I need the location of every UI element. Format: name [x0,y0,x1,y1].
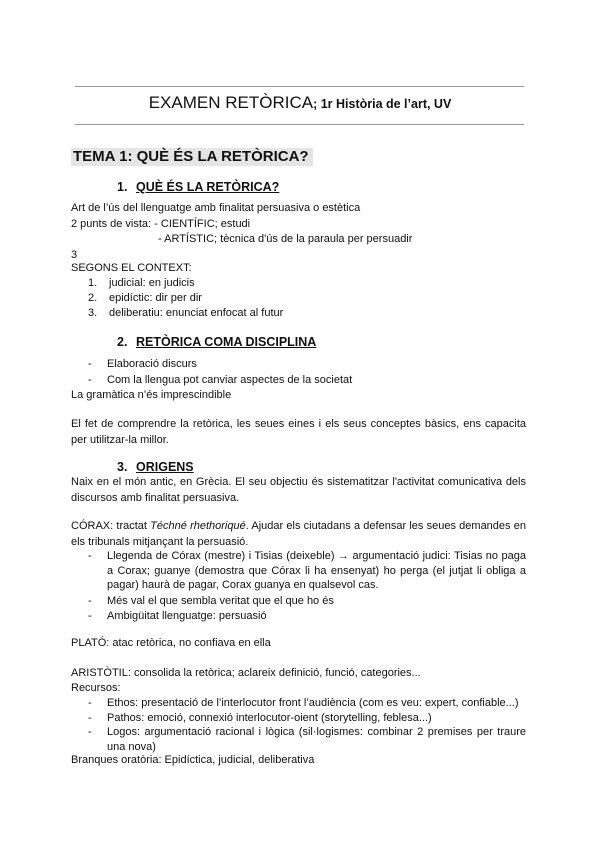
section-number: 3. [117,460,128,474]
list-text: epidíctic: dir per dir [109,292,202,304]
definition-text: Art de l’ús del llenguatge amb finalitat persuasiva o estètica [71,202,361,214]
corax-paragraph [71,518,526,550]
list-number: 1. [88,277,98,289]
section-title: RETÒRICA COMA DISCIPLINA [136,335,317,349]
bullet-item: - Com la llengua pot canviar aspectes de la societat [88,373,526,388]
tema-heading: TEMA 1: QUÈ ÉS LA RETÒRICA? [71,148,313,166]
branques-text: Branques oratòria: Epidíctica, judicial, deliberativa [71,754,315,766]
bullet-text: Més val el que sembla veritat que el que ho és [107,595,334,607]
list-item [88,291,202,305]
divider-bottom [75,124,524,125]
page-title [0,93,600,113]
origins-intro: Naix en el món antic, en Grècia. El seu objectiu és sistematitzar l'activitat comunicativa dels discursos amb finalitat persuasiva. [71,476,526,504]
context-label: SEGONS EL CONTEXT: [71,262,192,274]
section-heading-1 [117,180,279,194]
section-title: QUÈ ÉS LA RETÒRICA? [136,180,280,194]
bullet-text: Pathos: emoció, connexió interlocutor-oient (storytelling, feblesa...) [107,712,432,724]
bullet-text: Ethos: presentació de l’interlocutor front l’audiència (com es veu: expert, confiable...) [107,697,519,709]
list-number: 3. [88,307,98,319]
capacita-paragraph: El fet de comprendre la retòrica, les seues eines i els seus conceptes bàsics, ens capacita per utilitzar-la millor. [71,418,526,446]
points-of-view: 2 punts de vista: - CIENTÍFIC; estudi [71,218,251,230]
corax-label: CÓRAX: tractat [71,520,151,532]
number-three: 3 [71,249,78,261]
corax-treatise: Téchné rhethoriqué [150,520,246,532]
bullet-item: - Elaboració discurs [88,357,526,372]
grammar-note: La gramàtica n’és imprescindible [71,389,232,401]
bullet-text: Ambigüitat llenguatge: persuasió [107,610,267,622]
recursos-label: Recursos: [71,682,121,694]
title-sub: ; 1r Història de l’art, UV [313,97,452,111]
corax-text: . Ajudar els ciutadans a defensar les seues demandes en els tribunals mitjançant la persuasió. [71,520,526,548]
list-number: 2. [88,292,98,304]
list-item [88,276,195,290]
bullet-text: Com la llengua pot canviar aspectes de la societat [107,374,353,386]
plato-text: PLATÓ: atac retòrica, no confiava en ella [71,637,271,649]
bullet-text: Logos: argumentació racional i lògica (sil·logismes: combinar 2 premises per traure una nova) [107,726,526,753]
aristotil-text: ARISTÒTIL: consolida la retòrica; aclareix definició, funció, categories... [71,667,421,679]
section-heading-2 [117,335,316,349]
bullet-item: - Logos: argumentació racional i lògica (sil·logismes: combinar 2 premises per traure una nova) [88,726,526,753]
section-number: 2. [117,335,128,349]
section-heading-3 [117,460,194,474]
title-main: EXAMEN RETÒRICA [148,93,314,112]
bullet-text: Llegenda de Córax (mestre) i Tisias (deixeble) → argumentació judici: Tisias no paga a Corax; guanye (demostra que Córax li ha ensenyat) ho perga (el jutjat li obliga a pagar) haurà de pagar, Corax guanya en qualsevol cas. [107,550,526,591]
points-of-view-2: - ARTÍSTIC; tècnica d'ús de la paraula per persuadir [158,233,413,245]
bullet-item: - Pathos: emoció, connexió interlocutor-oient (storytelling, feblesa...) [88,711,526,726]
list-item [88,306,283,320]
bullet-item: - Ethos: presentació de l’interlocutor front l’audiència (com es veu: expert, confiable...) [88,696,526,711]
section-number: 1. [117,180,128,194]
bullet-item: - Més val el que sembla veritat que el que ho és [88,594,526,609]
divider-top [75,86,524,87]
bullet-item: - Ambigüitat llenguatge: persuasió [88,609,526,624]
bullet-text: Elaboració discurs [107,358,197,370]
list-text: deliberatiu: enunciat enfocat al futur [109,307,284,319]
section-title: ORIGENS [136,460,194,474]
bullet-item: - Llegenda de Córax (mestre) i Tisias (deixeble) → argumentació judici: Tisias no paga a Corax; guanye (demostra que Córax li ha ensenyat) ho perga (el jutjat li obliga a pagar) haurà de pagar, Corax guanya en qualsevol cas. [88,550,526,591]
list-text: judicial: en judicis [109,277,195,289]
